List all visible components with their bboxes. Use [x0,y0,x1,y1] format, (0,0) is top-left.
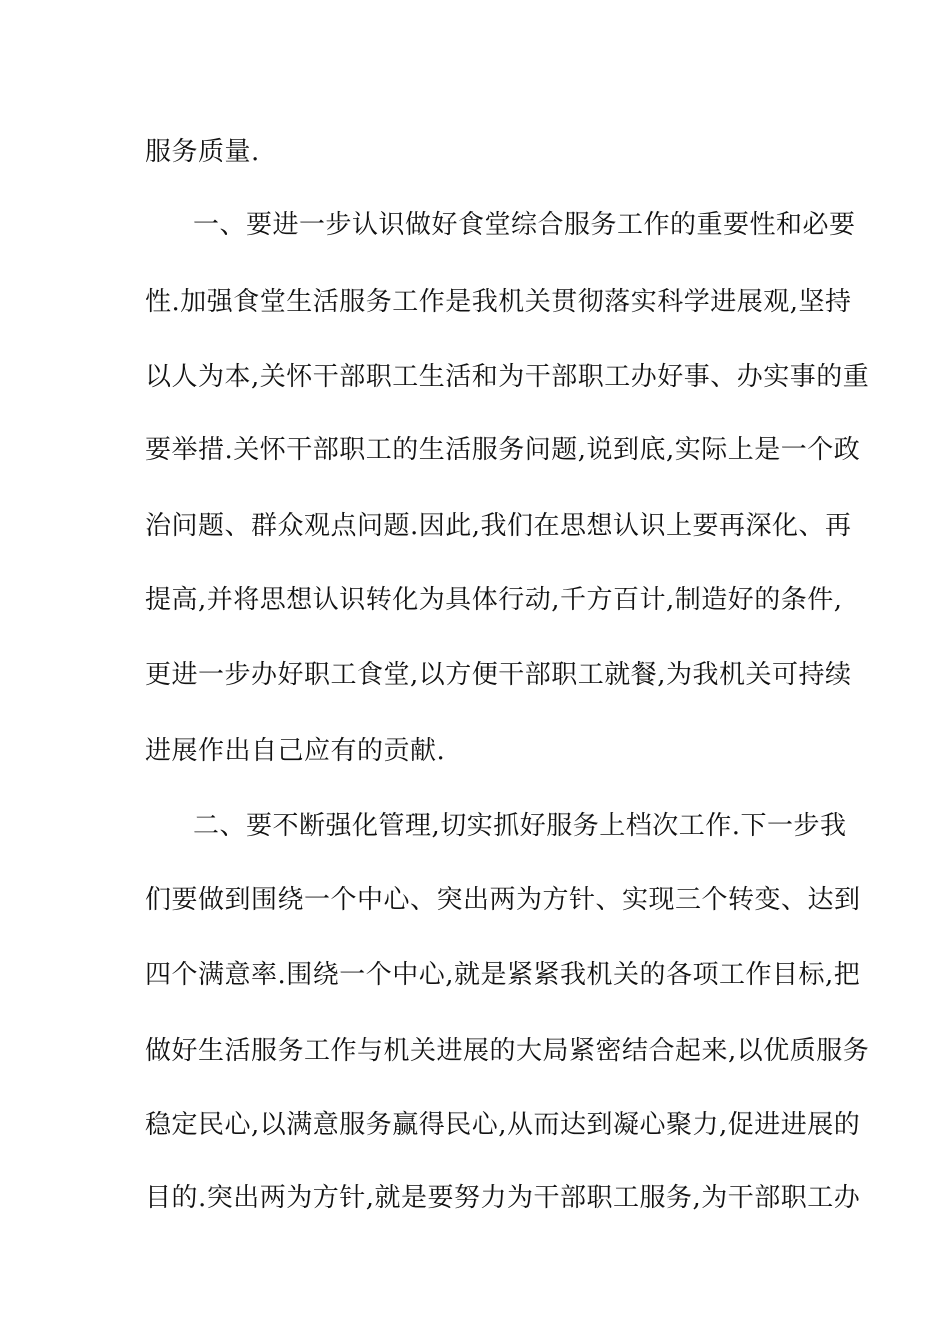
text-line: 稳定民心,以满意服务赢得民心,从而达到凝心聚力,促进进展的 [145,1110,861,1140]
text-line: 服务质量. [145,137,260,167]
text-line: 治问题、群众观点问题.因此,我们在思想认识上要再深化、再 [145,511,852,541]
text-line: 四个满意率.围绕一个中心,就是紧紧我机关的各项工作目标,把 [145,960,861,990]
text-line: 进展作出自己应有的贡献. [145,736,446,766]
text-line: 以人为本,关怀干部职工生活和为干部职工办好事、办实事的重 [145,362,870,392]
text-line: 做好生活服务工作与机关进展的大局紧密结合起来,以优质服务 [145,1036,870,1066]
text-line: 要举措.关怀干部职工的生活服务问题,说到底,实际上是一个政 [145,435,861,465]
text-line: 更进一步办好职工食堂,以方便干部职工就餐,为我机关可持续 [145,660,852,690]
text-line: 性.加强食堂生活服务工作是我机关贯彻落实科学进展观,坚持 [145,287,852,317]
text-line: 们要做到围绕一个中心、突出两为方针、实现三个转变、达到 [145,885,861,915]
text-line: 目的.突出两为方针,就是要努力为干部职工服务,为干部职工办 [145,1183,861,1213]
paragraph-2-heading-line: 二、要不断强化管理,切实抓好服务上档次工作.下一步我 [193,811,847,841]
text-line: 提高,并将思想认识转化为具体行动,千方百计,制造好的条件, [145,585,843,615]
paragraph-1-heading-line: 一、要进一步认识做好食堂综合服务工作的重要性和必要 [193,210,856,240]
